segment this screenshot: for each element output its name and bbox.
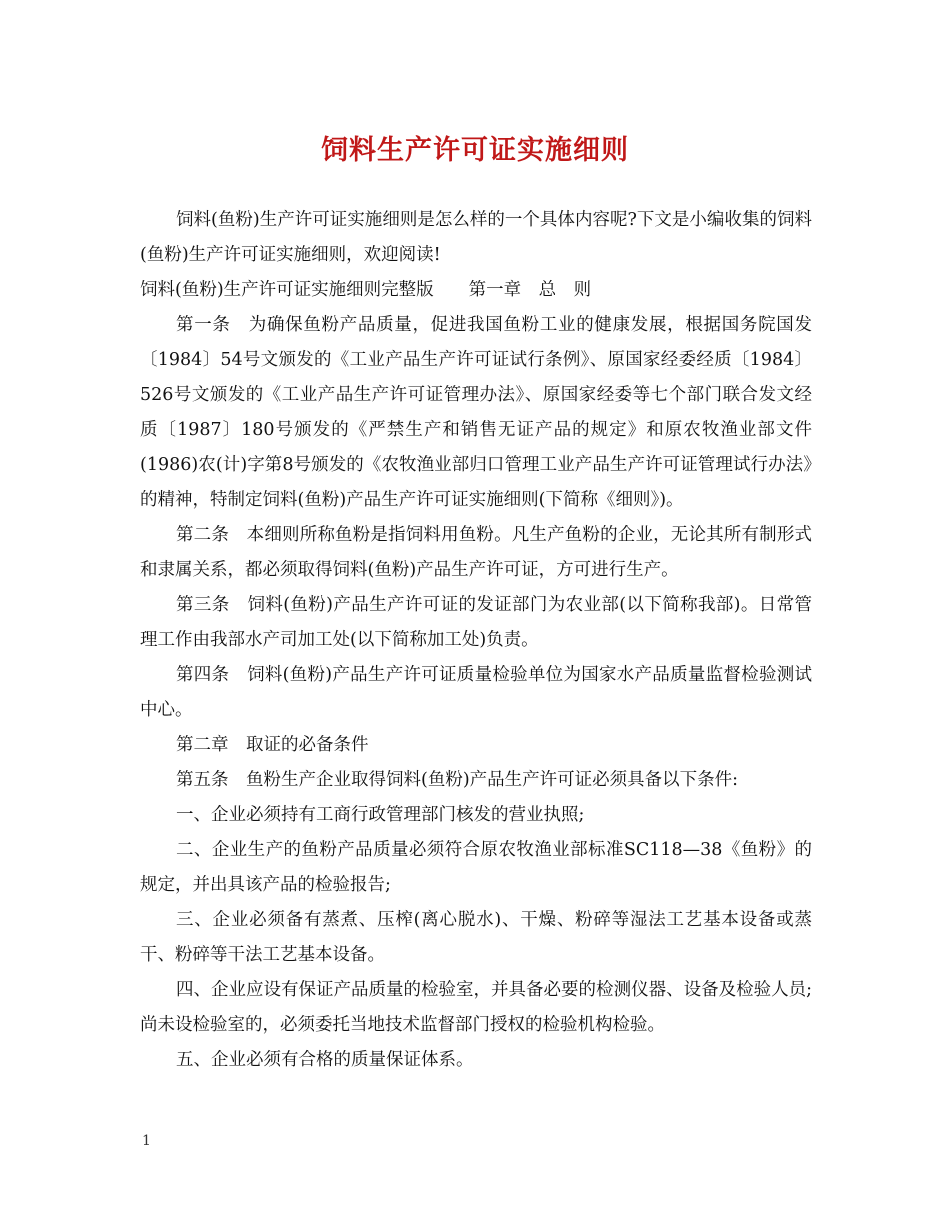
paragraph: 第三条 饲料(鱼粉)产品生产许可证的发证部门为农业部(以下简称我部)。日常管理工作由我部水产司加工处(以下简称加工处)负责。 (140, 595, 812, 650)
list-item: 四、企业应设有保证产品质量的检验室，并具备必要的检测仪器、设备及检验人员;尚未设检验室的，必须委托当地技术监督部门授权的检验机构检验。 (140, 980, 812, 1035)
page-number: 1 (142, 1133, 151, 1149)
paragraph: 第四条 饲料(鱼粉)产品生产许可证质量检验单位为国家水产品质量监督检验测试中心。 (140, 665, 812, 720)
chapter-heading: 第二章 取证的必备条件 (176, 735, 369, 755)
document-title: 饲料生产许可证实施细则 (321, 135, 629, 166)
list-item: 一、企业必须持有工商行政管理部门核发的营业执照; (176, 805, 585, 825)
list-item: 五、企业必须有合格的质量保证体系。 (176, 1050, 474, 1070)
paragraph: 第二条 本细则所称鱼粉是指饲料用鱼粉。凡生产鱼粉的企业，无论其所有制形式和隶属关系，都必须取得饲料(鱼粉)产品生产许可证，方可进行生产。 (140, 525, 812, 580)
paragraph: 第五条 鱼粉生产企业取得饲料(鱼粉)产品生产许可证必须具备以下条件: (176, 770, 739, 790)
paragraph: 饲料(鱼粉)生产许可证实施细则是怎么样的一个具体内容呢?下文是小编收集的饲料(鱼粉)生产许可证实施细则，欢迎阅读! (140, 210, 812, 265)
list-item: 三、企业必须备有蒸煮、压榨(离心脱水)、干燥、粉碎等湿法工艺基本设备或蒸干、粉碎等干法工艺基本设备。 (140, 910, 812, 965)
document-body (140, 203, 812, 1078)
paragraph: 第一条 为确保鱼粉产品质量，促进我国鱼粉工业的健康发展，根据国务院国发〔1984〕54号文颁发的《工业产品生产许可证试行条例》、原国家经委经质〔1984〕526号文颁发的《工业产品生产许可证管理办法》、原国家经委等七个部门联合发文经质〔1987〕180号颁发的《严禁生产和销售无证产品的规定》和原农牧渔业部文件(1986)农(计)字第8号颁发的《农牧渔业部归口管理工业产品生产许可证管理试行办法》的精神，特制定饲料(鱼粉)产品生产许可证实施细则(下简称《细则》)。 (140, 315, 812, 510)
list-item: 二、企业生产的鱼粉产品质量必须符合原农牧渔业部标准SC118—38《鱼粉》的规定，并出具该产品的检验报告; (140, 840, 812, 895)
paragraph: 饲料(鱼粉)生产许可证实施细则完整版 第一章 总 则 (140, 280, 592, 300)
